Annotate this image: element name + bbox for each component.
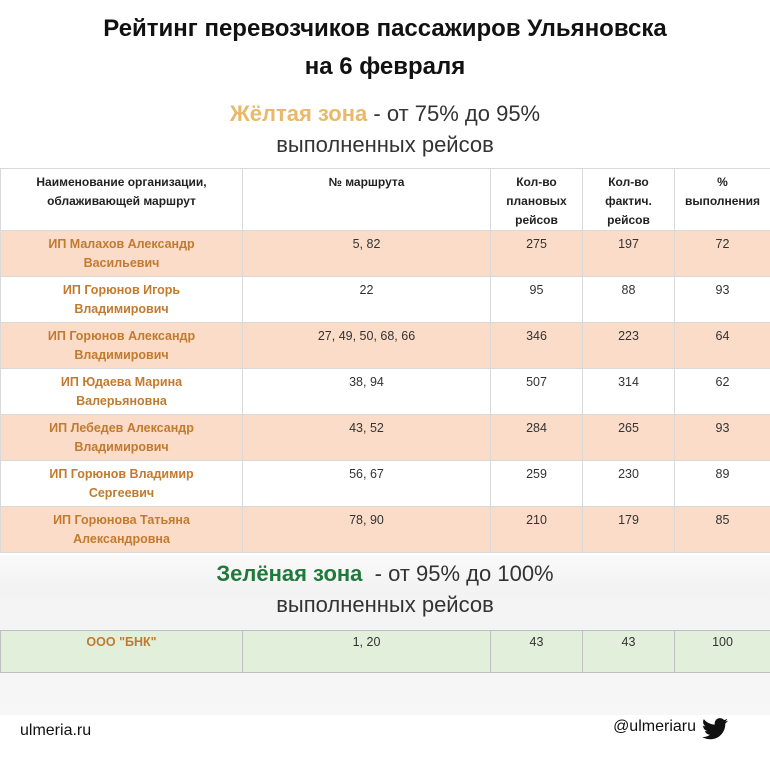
percent-cell: 93	[675, 415, 770, 461]
org-name-cell: ООО "БНК"	[1, 631, 243, 673]
header-planned: Кол-во плановых рейсов	[491, 169, 583, 231]
planned-cell: 275	[491, 231, 583, 277]
header-actual: Кол-во фактич. рейсов	[583, 169, 675, 231]
actual-cell: 223	[583, 323, 675, 369]
header-percent: % выполнения	[675, 169, 770, 231]
green-zone-range: - от 95% до 100%	[362, 561, 554, 586]
percent-cell: 93	[675, 277, 770, 323]
table-row	[1, 415, 770, 461]
table-row	[1, 277, 770, 323]
actual-cell: 230	[583, 461, 675, 507]
planned-cell: 507	[491, 369, 583, 415]
yellow-zone-table	[0, 168, 770, 553]
routes-cell: 22	[243, 277, 491, 323]
header-route: № маршрута	[243, 169, 491, 231]
actual-cell: 197	[583, 231, 675, 277]
routes-cell: 38, 94	[243, 369, 491, 415]
actual-cell: 314	[583, 369, 675, 415]
footer-twitter-handle[interactable]	[613, 718, 696, 736]
routes-cell: 5, 82	[243, 231, 491, 277]
percent-cell: 64	[675, 323, 770, 369]
footer-site-link[interactable]: ulmeria.ru	[20, 722, 92, 739]
planned-cell: 210	[491, 507, 583, 553]
routes-cell: 1, 20	[243, 631, 491, 673]
yellow-zone-heading	[0, 98, 770, 160]
yellow-zone-name: Жёлтая зона	[229, 101, 368, 126]
yellow-zone-range: - от 75% до 95%	[367, 101, 541, 126]
planned-cell: 259	[491, 461, 583, 507]
org-name-cell: ИП Лебедев Александр Владимирович	[1, 415, 243, 461]
percent-cell: 62	[675, 369, 770, 415]
percent-cell: 89	[675, 461, 770, 507]
actual-cell: 43	[583, 631, 675, 673]
percent-cell: 100	[675, 631, 770, 673]
page-title	[0, 10, 770, 86]
routes-cell: 78, 90	[243, 507, 491, 553]
actual-cell: 265	[583, 415, 675, 461]
org-name-cell: ИП Юдаева Марина Валерьяновна	[1, 369, 243, 415]
table-row	[1, 231, 770, 277]
percent-cell: 72	[675, 231, 770, 277]
planned-cell: 284	[491, 415, 583, 461]
green-zone-name: Зелёная зона	[216, 561, 363, 586]
org-name-cell: ИП Малахов Александр Васильевич	[1, 231, 243, 277]
table-row	[1, 631, 770, 673]
table-row	[1, 461, 770, 507]
planned-cell: 346	[491, 323, 583, 369]
planned-cell: 95	[491, 277, 583, 323]
twitter-bird-icon	[702, 718, 728, 740]
org-name-cell: ИП Горюнов Владимир Сергеевич	[1, 461, 243, 507]
green-zone-heading	[0, 558, 770, 620]
header-org: Наименование организации, облаживающей маршрут	[1, 169, 243, 231]
actual-cell: 88	[583, 277, 675, 323]
actual-cell: 179	[583, 507, 675, 553]
org-name-cell: ИП Горюнов Игорь Владимирович	[1, 277, 243, 323]
table-row	[1, 507, 770, 553]
routes-cell: 43, 52	[243, 415, 491, 461]
routes-cell: 27, 49, 50, 68, 66	[243, 323, 491, 369]
green-zone-table	[0, 630, 770, 673]
twitter-handle-text: @ulmeriaru	[613, 718, 696, 735]
yellow-zone-subtitle: выполненных рейсов	[276, 132, 494, 157]
org-name-cell: ИП Горюнов Александр Владимирович	[1, 323, 243, 369]
table-header-row	[1, 169, 770, 231]
routes-cell: 56, 67	[243, 461, 491, 507]
planned-cell: 43	[491, 631, 583, 673]
title-line-1: Рейтинг перевозчиков пассажиров Ульяновска	[103, 15, 667, 42]
table-row	[1, 323, 770, 369]
org-name-cell: ИП Горюнова Татьяна Александровна	[1, 507, 243, 553]
table-row	[1, 369, 770, 415]
green-zone-subtitle: выполненных рейсов	[276, 592, 494, 617]
percent-cell: 85	[675, 507, 770, 553]
title-line-2: на 6 февраля	[304, 53, 466, 80]
